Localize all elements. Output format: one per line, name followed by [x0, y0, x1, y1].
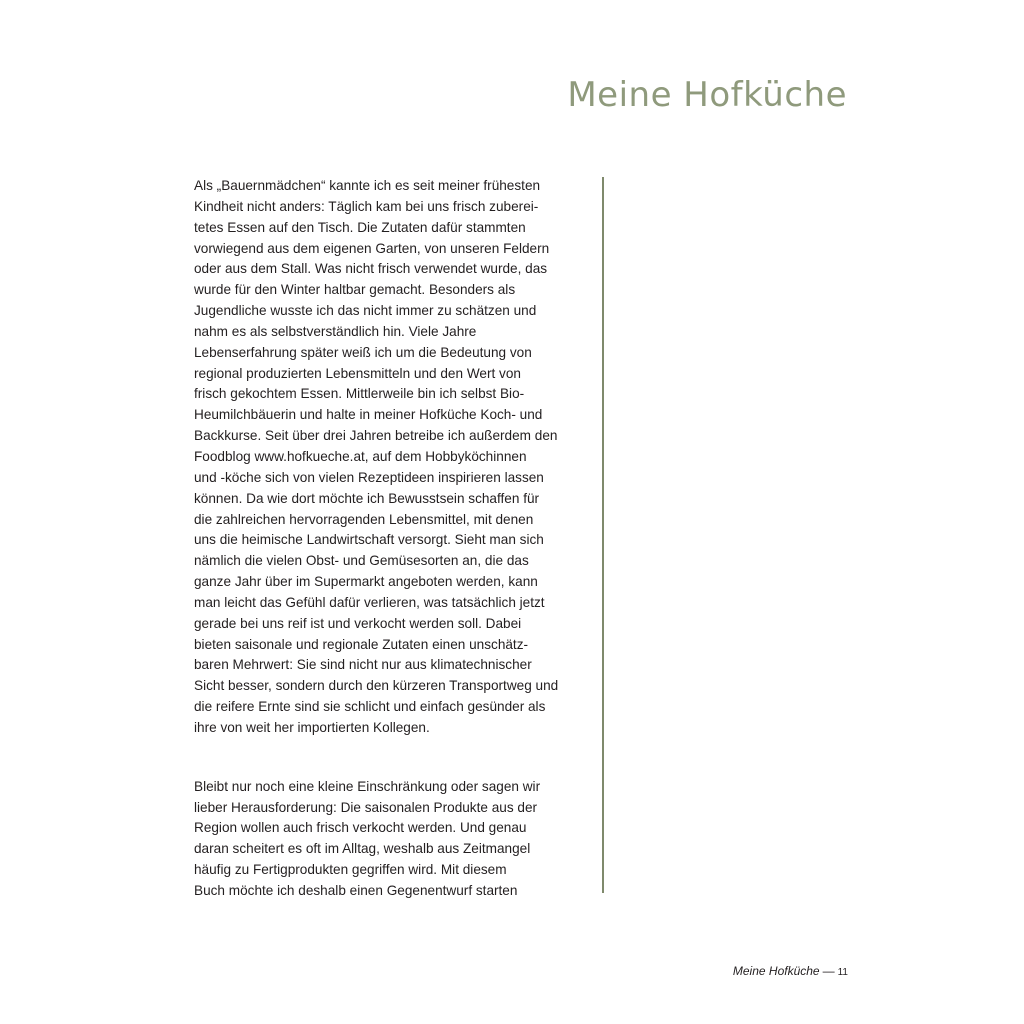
- text-line: nahm es als selbstverständlich hin. Viele Jahre: [194, 323, 477, 339]
- text-line: Lebenserfahrung später weiß ich um die Bedeutung von: [194, 344, 532, 360]
- text-line: bieten saisonale und regionale Zutaten einen unschätz-: [194, 636, 529, 652]
- text-line: Bleibt nur noch eine kleine Einschränkung oder sagen wir: [194, 778, 541, 794]
- text-line: baren Mehrwert: Sie sind nicht nur aus klimatechnischer: [194, 657, 532, 673]
- text-line: oder aus dem Stall. Was nicht frisch verwendet wurde, das: [194, 261, 548, 277]
- page-number: 11: [837, 967, 848, 978]
- text-line: Buch möchte ich deshalb einen Gegenentwurf starten: [194, 883, 518, 898]
- running-title: Meine Hofküche: [732, 964, 820, 978]
- text-line: die zahlreichen hervorragenden Lebensmittel, mit denen: [194, 511, 534, 527]
- text-line: vorwiegend aus dem eigenen Garten, von unseren Feldern: [194, 240, 550, 256]
- text-line: Als „Bauernmädchen“ kannte ich es seit meiner frühesten: [194, 178, 541, 193]
- text-line: nämlich die vielen Obst- und Gemüsesorten an, die das: [194, 553, 529, 569]
- text-line: wurde für den Winter haltbar gemacht. Besonders als: [194, 282, 516, 298]
- footer-dash: —: [822, 964, 835, 978]
- text-line: regional produzierten Lebensmitteln und den Wert von: [194, 365, 521, 381]
- text-line: häufig zu Fertigprodukten gegriffen wird. Mit diesem: [194, 862, 507, 878]
- page-footer: [733, 962, 848, 982]
- page-title: Meine Hofküche: [567, 75, 847, 115]
- text-line: Sicht besser, sondern durch den kürzeren Transportweg und: [194, 678, 559, 694]
- text-line: Heumilchbäuerin und halte in meiner Hofküche Koch- und: [194, 407, 543, 423]
- text-line: man leicht das Gefühl dafür verlieren, was tatsächlich jetzt: [194, 594, 545, 610]
- text-line: frisch gekochtem Essen. Mittlerweile bin ich selbst Bio-: [194, 386, 525, 402]
- text-line: uns die heimische Landwirtschaft versorgt. Sieht man sich: [194, 532, 544, 548]
- vertical-rule: [602, 177, 604, 893]
- text-line: die reifere Ernte sind sie schlicht und einfach gesünder als: [194, 699, 546, 715]
- text-line: tetes Essen auf den Tisch. Die Zutaten dafür stammten: [194, 219, 526, 235]
- text-line: Backkurse. Seit über drei Jahren betreibe ich außerdem den: [194, 428, 558, 444]
- text-line: ganze Jahr über im Supermarkt angeboten werden, kann: [194, 574, 538, 590]
- text-line: Kindheit nicht anders: Täglich kam bei uns frisch zuberei-: [194, 198, 539, 214]
- text-line: Jugendliche wusste ich das nicht immer zu schätzen und: [194, 303, 537, 319]
- text-line: und -köche sich von vielen Rezeptideen inspirieren lassen: [194, 469, 544, 485]
- paragraph: [194, 777, 576, 902]
- text-line: Region wollen auch frisch verkocht werden. Und genau: [194, 820, 527, 836]
- text-line: lieber Herausforderung: Die saisonalen Produkte aus der: [194, 799, 538, 815]
- text-line: ihre von weit her importierten Kollegen.: [194, 719, 430, 735]
- text-line: Foodblog www.hofkueche.at, auf dem Hobbyköchinnen: [194, 448, 527, 464]
- paragraph-gap: [194, 739, 576, 777]
- text-line: gerade bei uns reif ist und verkocht werden soll. Dabei: [194, 615, 522, 631]
- text-line: können. Da wie dort möchte ich Bewusstsein schaffen für: [194, 490, 540, 506]
- text-line: daran scheitert es oft im Alltag, weshalb aus Zeitmangel: [194, 841, 531, 857]
- paragraph: [194, 176, 576, 739]
- body-text: [194, 176, 576, 902]
